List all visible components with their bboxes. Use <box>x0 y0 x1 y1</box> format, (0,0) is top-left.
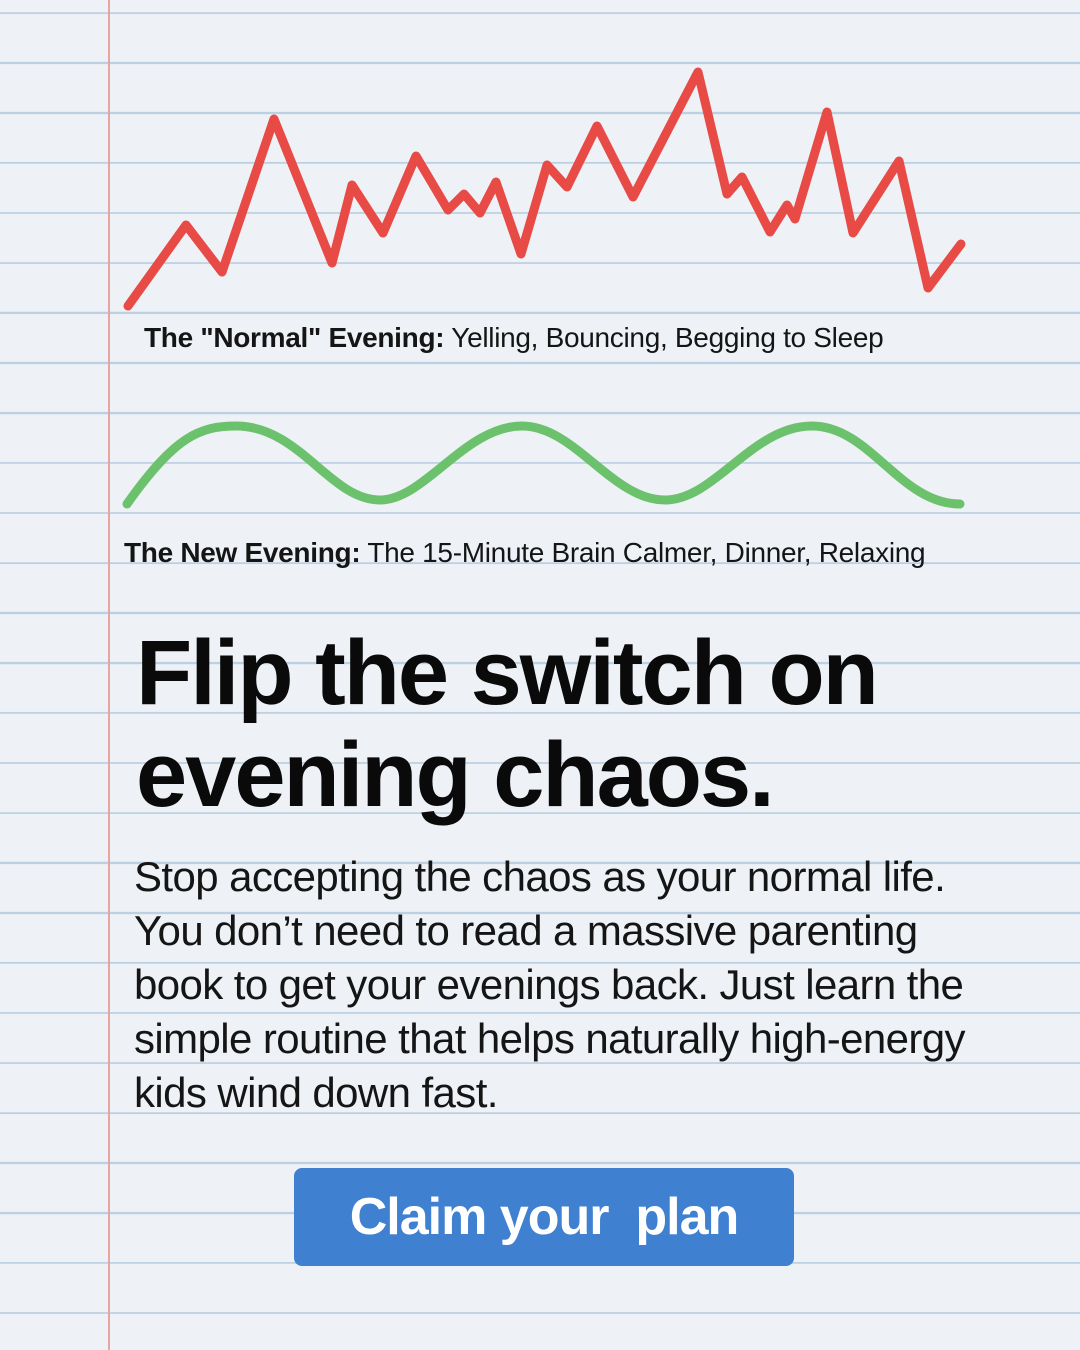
calm-evening-line <box>0 400 1080 530</box>
calm-evening-caption-text: The 15-Minute Brain Calmer, Dinner, Relaxing <box>360 537 926 568</box>
calm-evening-caption-label: The New Evening: <box>124 537 361 568</box>
body-copy: Stop accepting the chaos as your normal life. You don’t need to read a massive parenting book to get your evenings back. Just learn the simple routine that helps naturally high-energy kids wind down fast. <box>134 853 965 1116</box>
claim-plan-button[interactable]: Claim your plan <box>294 1168 794 1266</box>
calm-evening-caption <box>124 537 925 569</box>
chaotic-evening-caption <box>144 322 883 354</box>
chaotic-evening-caption-label: The "Normal" Evening: <box>144 322 445 353</box>
chaotic-evening-caption-text: Yelling, Bouncing, Begging to Sleep <box>444 322 884 353</box>
chaotic-evening-line <box>0 0 1080 320</box>
headline: Flip the switch on evening chaos. <box>136 622 877 826</box>
